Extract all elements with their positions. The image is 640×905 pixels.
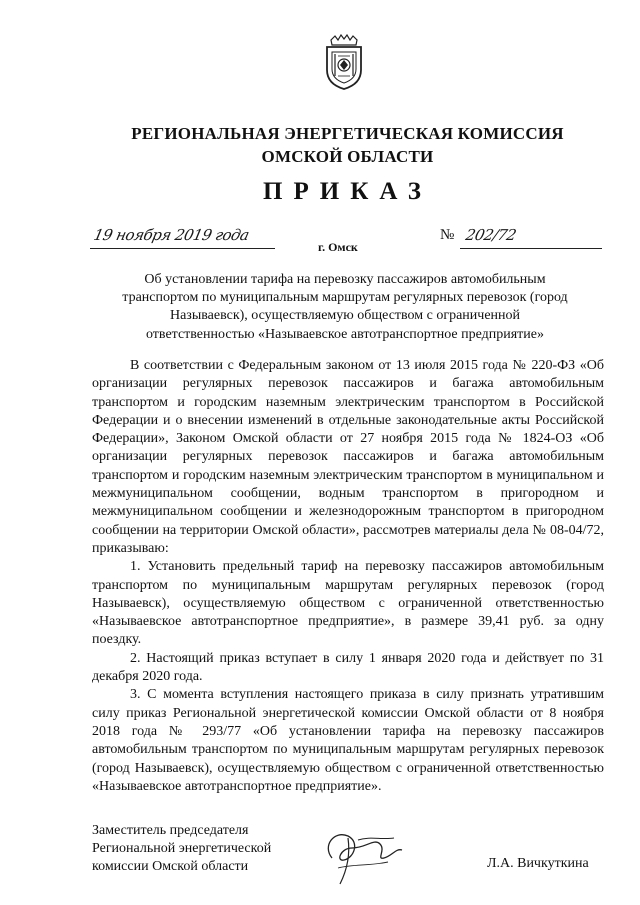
item-2-paragraph: 2. Настоящий приказ вступает в силу 1 января 2020 года и действует по 31 декабря 2020 года. (92, 650, 604, 685)
item-3-paragraph: 3. С момента вступления настоящего приказа в силу признать утратившим силу приказ Региональной энергетической комиссии Омской области от 8 ноября 2018 года № 293/77 «Об установлении тарифа на перевозку пассажиров автомобильным транспортом по муниципальным маршрутам регулярных перевозок (город Называевск), осуществляемую обществом с ограниченной ответственностью «Называевское автотранспортное предприятие». (92, 687, 604, 794)
handwritten-date: 19 ноября 2019 года (92, 226, 251, 244)
signatory-name: Л.А. Вичкуткина (487, 856, 589, 871)
position-line-3: комиссии Омской области (92, 859, 249, 875)
handwritten-signature-icon (318, 818, 404, 890)
signatory-position (92, 822, 271, 877)
number-field (460, 226, 602, 249)
number-label: № (440, 227, 455, 243)
organization-name-line1: РЕГИОНАЛЬНАЯ ЭНЕРГЕТИЧЕСКАЯ КОМИССИЯ (131, 124, 564, 143)
date-field (90, 226, 275, 249)
document-type-title: ПРИКАЗ (263, 178, 432, 205)
order-subject: Об установлении тарифа на перевозку пассажиров автомобильным транспортом по муниципальным маршрутам регулярных перевозок (город Называевск), осуществляемую обществом с ограниченной ответственностью «Называевское автотранспортное предприятие» (122, 272, 568, 342)
handwritten-number: 202/72 (464, 226, 518, 244)
organization-name-line2: ОМСКОЙ ОБЛАСТИ (261, 147, 434, 166)
city-label: г. Омск (318, 240, 358, 254)
preamble-paragraph: В соответствии с Федеральным законом от 13 июля 2015 года № 220-ФЗ «Об организации регулярных перевозок пассажиров и багажа автомобильным транспортом и городским наземным электрическим транспортом в Российской Федерации и о внесении изменений в отдельные законодательные акты Российской Федерации», Законом Омской области от 27 ноября 2015 года № 1824-ОЗ «Об организации регулярных перевозок пассажиров и багажа автомобильным транспортом и городским наземным электрическим транспортом в муниципальном и межмуниципальном сообщении, водным транспортом в пригородном и межмуниципальном сообщении и железнодорожным транспортом в пригородном сообщении на территории Омской области», рассмотрев материалы дела № 08-04/72, приказываю: (92, 358, 604, 556)
item-1-paragraph: 1. Установить предельный тариф на перевозку пассажиров автомобильным транспортом по муниципальным маршрутам регулярных перевозок (город Называевск), осуществляемую обществом с ограниченной ответственностью «Называевское автотранспортное предприятие», в размере 39,41 руб. за одну поездку. (92, 559, 604, 648)
omsk-coat-of-arms-icon (322, 34, 366, 90)
order-body (92, 357, 604, 796)
position-line-1: Заместитель председателя (92, 823, 249, 838)
position-line-2: Региональной энергетической (92, 841, 272, 857)
